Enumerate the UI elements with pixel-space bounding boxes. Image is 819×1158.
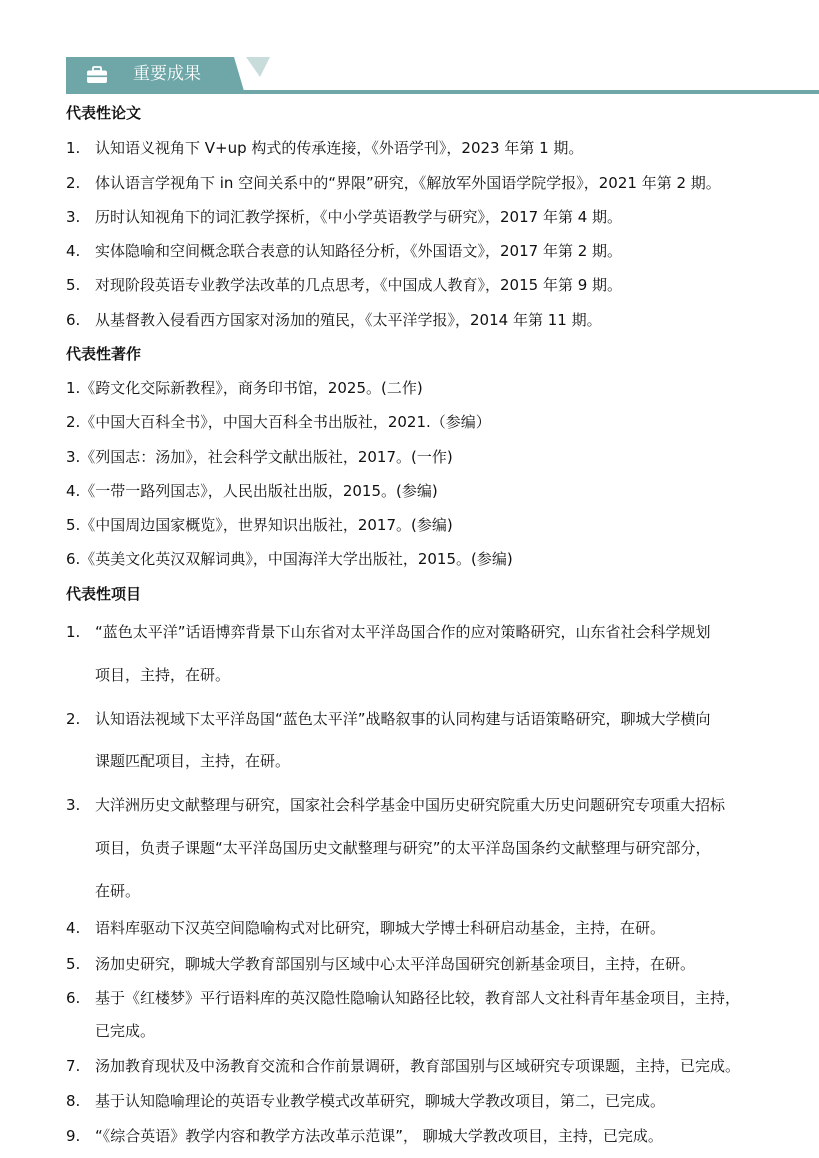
books-heading: 代表性著作: [66, 345, 142, 363]
item-number: 5.: [66, 276, 81, 294]
item-text: 历时认知视角下的词汇教学探析，《中小学英语教学与研究》，2017 年第 4 期。: [95, 208, 623, 226]
item-number: 3.: [66, 796, 81, 814]
item-number: 2.: [66, 174, 81, 192]
item-text: 体认语言学视角下 in 空间关系中的“界限”研究，《解放军外国语学院学报》，2021 年第 2 期。: [95, 174, 721, 192]
item-text: 基于《红楼梦》平行语料库的英汉隐性隐喻认知路径比较，教育部人文社科青年基金项目，主持，: [95, 989, 741, 1007]
item-text: 从基督教入侵看西方国家对汤加的殖民，《太平洋学报》，2014 年第 11 期。: [95, 311, 602, 329]
item-text: 对现阶段英语专业教学法改革的几点思考，《中国成人教育》，2015 年第 9 期。: [95, 276, 623, 294]
papers-heading: 代表性论文: [66, 104, 142, 122]
item-text: 大洋洲历史文献整理与研究，国家社会科学基金中国历史研究院重大历史问题研究专项重大招标: [95, 796, 726, 814]
projects-heading: 代表性项目: [66, 585, 142, 603]
item-text: “《综合英语》教学内容和教学方法改革示范课”， 聊城大学教改项目，主持，已完成。: [95, 1127, 663, 1145]
briefcase-icon: [86, 66, 108, 84]
book-item: 3.《列国志：汤加》，社会科学文献出版社，2017。(一作): [66, 448, 453, 466]
book-item: 1.《跨文化交际新教程》，商务印书馆，2025。(二作): [66, 379, 423, 397]
item-text-continued: 在研。: [95, 882, 141, 900]
banner-accent: [246, 57, 270, 77]
item-number: 4.: [66, 919, 81, 937]
item-number: 4.: [66, 242, 81, 260]
item-text-continued: 已完成。: [95, 1022, 156, 1040]
item-text-continued: 项目，主持，在研。: [95, 666, 231, 684]
item-text-continued: 项目，负责子课题“太平洋岛国历史文献整理与研究”的太平洋岛国条约文献整理与研究部分，: [95, 839, 711, 857]
item-number: 2.: [66, 710, 81, 728]
book-item: 4.《一带一路列国志》，人民出版社出版，2015。(参编): [66, 482, 438, 500]
book-item: 6.《英美文化英汉双解词典》，中国海洋大学出版社，2015。(参编): [66, 550, 513, 568]
item-number: 1.: [66, 139, 81, 157]
item-number: 3.: [66, 208, 81, 226]
item-text: 认知语法视域下太平洋岛国“蓝色太平洋”战略叙事的认同构建与话语策略研究，聊城大学横向: [95, 710, 711, 728]
item-number: 6.: [66, 311, 81, 329]
item-number: 5.: [66, 955, 81, 973]
item-text: 基于认知隐喻理论的英语专业教学模式改革研究，聊城大学教改项目，第二，已完成。: [95, 1092, 666, 1110]
item-text-continued: 课题匹配项目，主持，在研。: [95, 752, 291, 770]
item-number: 9.: [66, 1127, 81, 1145]
item-text: 语料库驱动下汉英空间隐喻构式对比研究，聊城大学博士科研启动基金，主持，在研。: [95, 919, 666, 937]
item-text: 汤加史研究，聊城大学教育部国别与区域中心太平洋岛国研究创新基金项目，主持，在研。: [95, 955, 696, 973]
section-title: 重要成果: [133, 64, 201, 84]
item-number: 8.: [66, 1092, 81, 1110]
item-text: 认知语义视角下 V+up 构式的传承连接，《外语学刊》，2023 年第 1 期。: [95, 139, 584, 157]
book-item: 5.《中国周边国家概览》，世界知识出版社，2017。(参编): [66, 516, 453, 534]
item-number: 6.: [66, 989, 81, 1007]
item-text: “蓝色太平洋”话语博弈背景下山东省对太平洋岛国合作的应对策略研究，山东省社会科学规划: [95, 623, 711, 641]
item-text: 汤加教育现状及中汤教育交流和合作前景调研，教育部国别与区域研究专项课题，主持，已完成。: [95, 1057, 741, 1075]
item-text: 实体隐喻和空间概念联合表意的认知路径分析，《外国语文》，2017 年第 2 期。: [95, 242, 623, 260]
item-number: 1.: [66, 623, 81, 641]
section-banner: [66, 57, 819, 95]
book-item: 2.《中国大百科全书》，中国大百科全书出版社，2021.（参编）: [66, 413, 491, 431]
item-number: 7.: [66, 1057, 81, 1075]
banner-underline: [66, 90, 819, 94]
